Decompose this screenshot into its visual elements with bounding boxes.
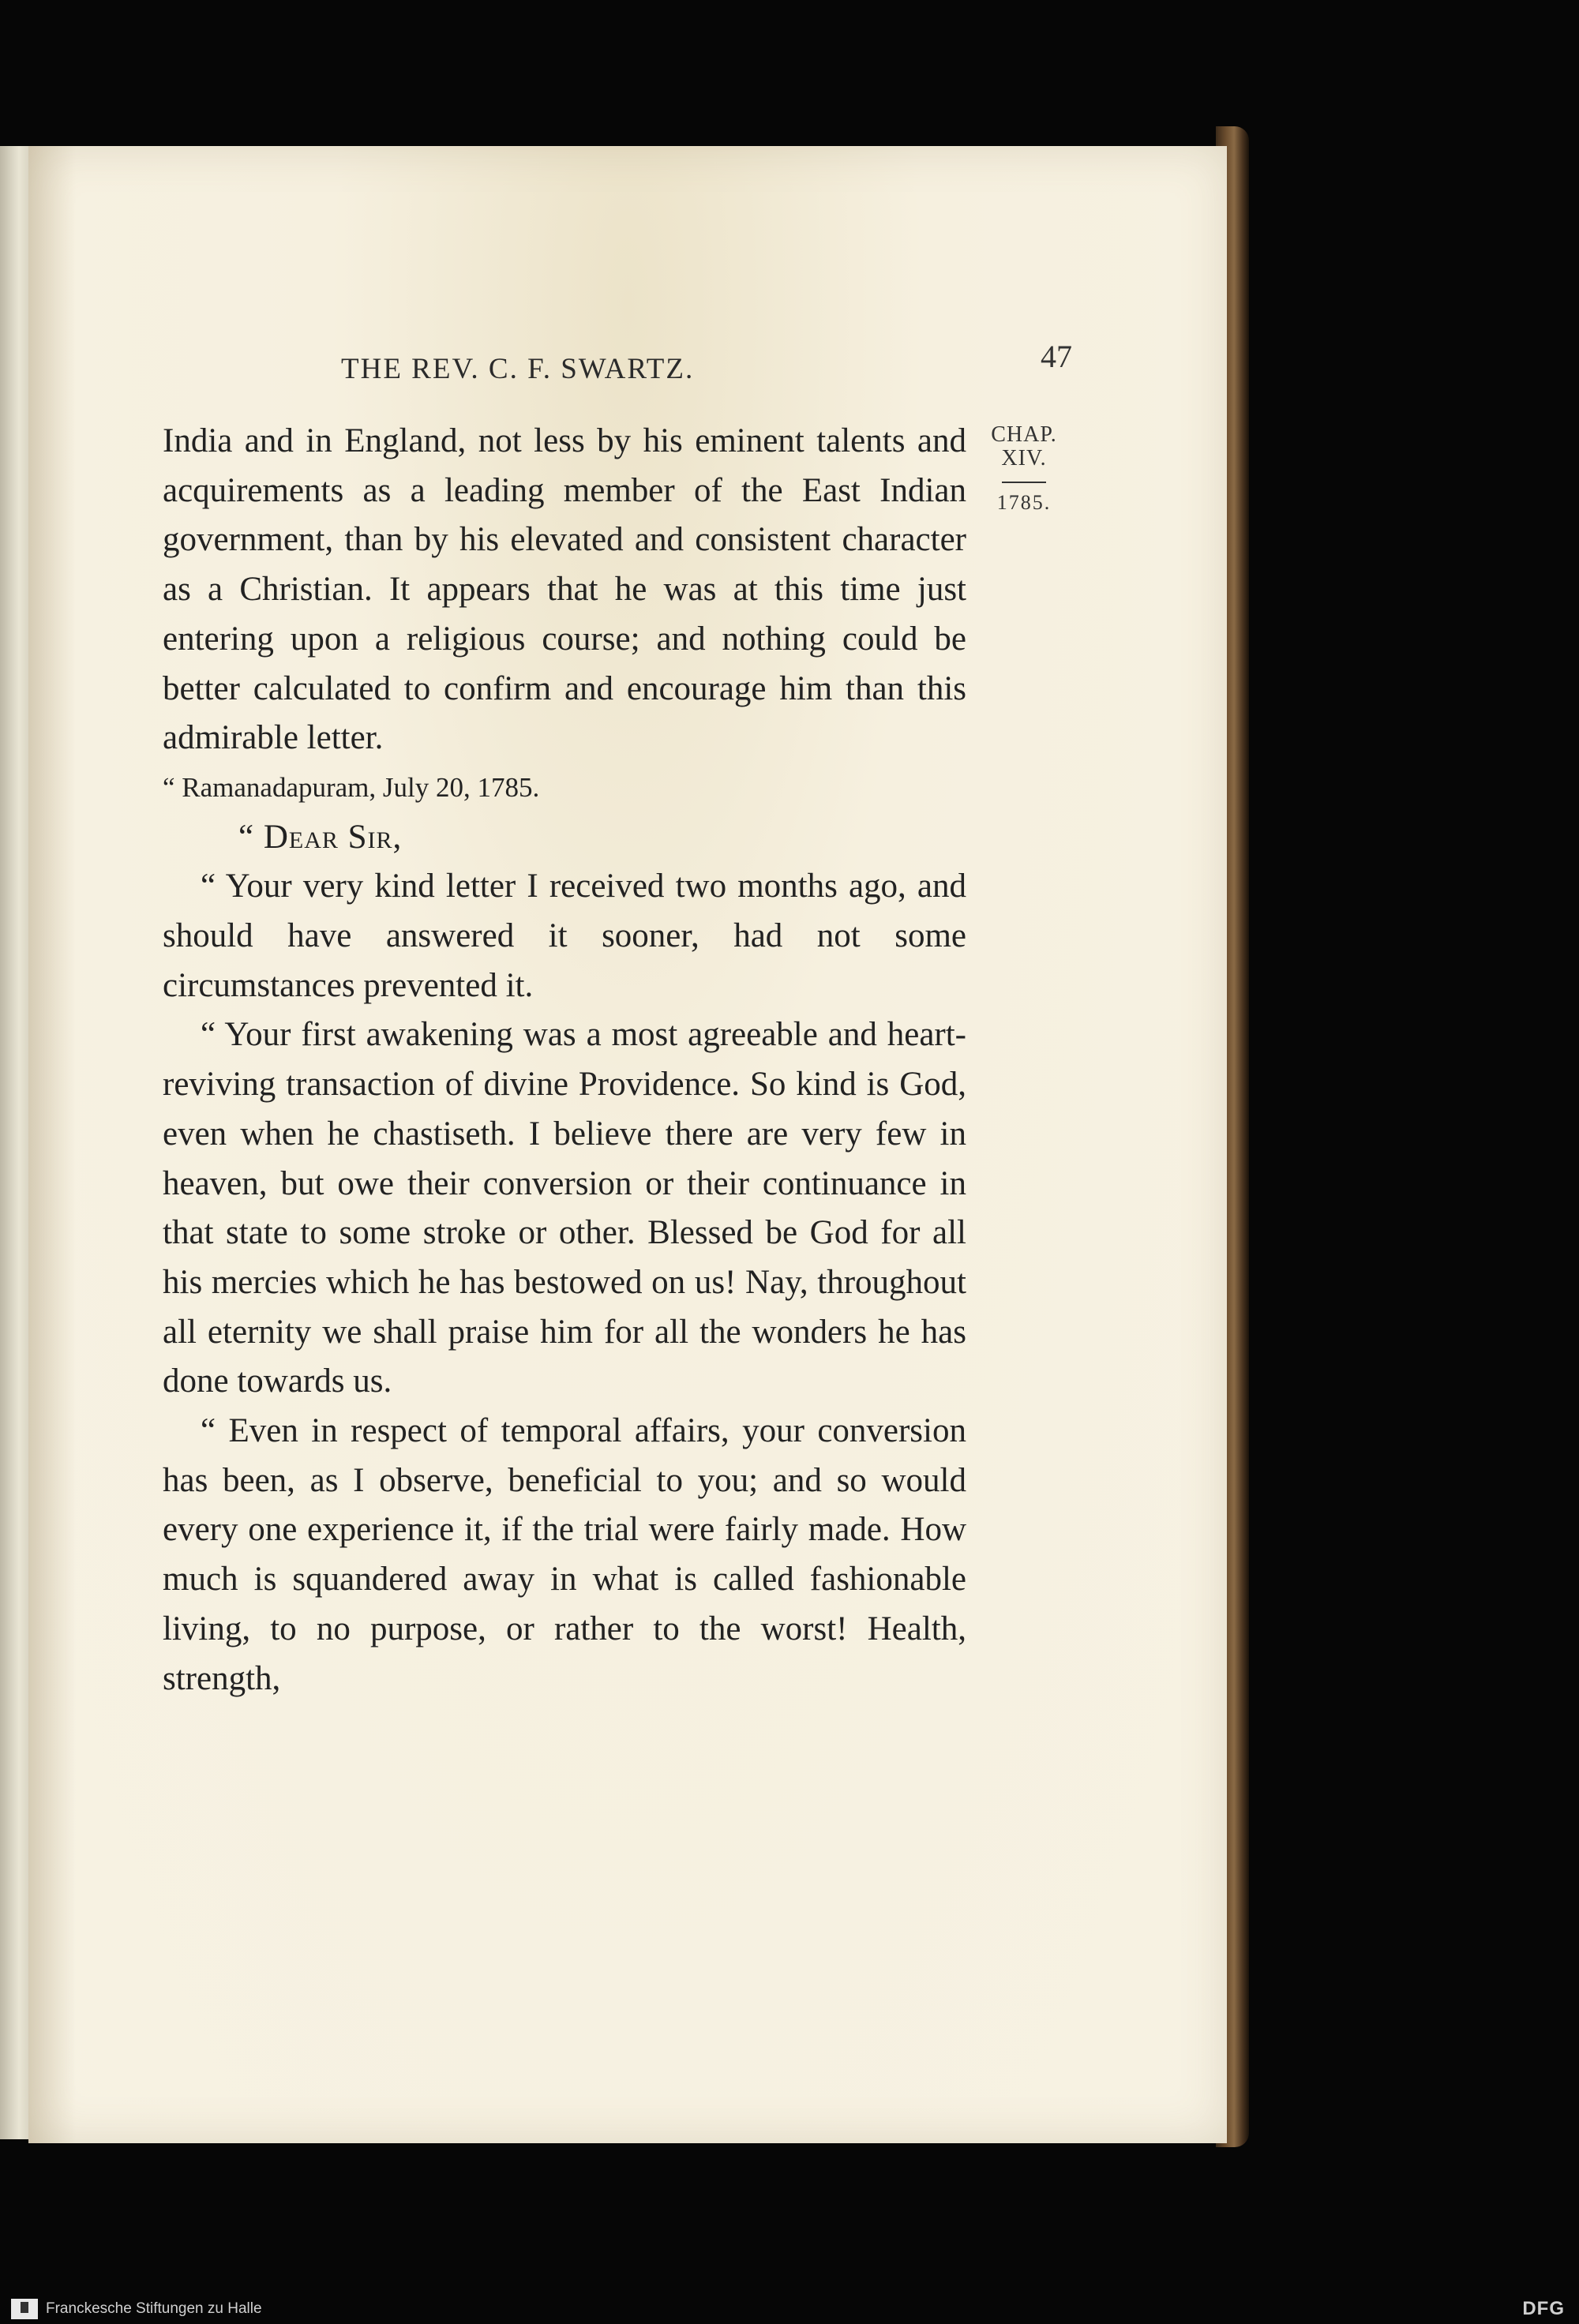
- letter-paragraph: “ Your first awakening was a most agreeable and heart-reviving transaction of divine Providence. So kind is God, even when he chastiseth. I believe there are very few in heaven, but owe their conversion or their continuance in that state to some stroke or other. Blessed be God for all his mercies which he has bestowed on us! Nay, throughout all eternity we shall praise him for all the wonders he has done towards us.: [163, 1016, 966, 1400]
- letter-paragraph: “ Even in respect of temporal affairs, your conversion has been, as I observe, beneficial to you; and so would every one experience it, if the trial were fairly made. How much is squandered away in what is called fashionable living, to no purpose, or rather to the worst! Health, strength,: [163, 1412, 966, 1697]
- letter-paragraph: “ Your very kind letter I received two months ago, and should have answered it sooner, had not some circumstances prevented it.: [163, 868, 966, 1004]
- funder-logo: DFG: [1522, 2298, 1565, 2319]
- institution-logo-icon: [11, 2299, 38, 2319]
- page-number: 47: [1041, 339, 1072, 374]
- margin-chapter-label: CHAP.: [991, 422, 1057, 447]
- left-page-edge: [0, 146, 32, 2139]
- margin-chapter-number: XIV.: [1001, 446, 1047, 470]
- running-head: THE REV. C. F. SWARTZ.: [341, 353, 695, 385]
- body-text: [163, 417, 966, 1704]
- institution-name: Franckesche Stiftungen zu Halle: [46, 2300, 262, 2317]
- margin-note: [973, 423, 1075, 515]
- paragraph-continuation: India and in England, not less by his eminent talents and acquirements as a leading member of the East Indian government, than by his elevated and consistent character as a Christian. It appears that he was at this time just entering upon a religious course; and nothing could be better calculated to confirm and encourage him than this admirable letter.: [163, 422, 966, 757]
- digitization-footer: [0, 2294, 1579, 2324]
- margin-rule: [1002, 482, 1046, 483]
- margin-year: 1785.: [996, 491, 1052, 514]
- letter-salutation: “ Dear Sir,: [238, 818, 403, 856]
- letter-dateline: “ Ramanadapuram, July 20, 1785.: [163, 771, 540, 803]
